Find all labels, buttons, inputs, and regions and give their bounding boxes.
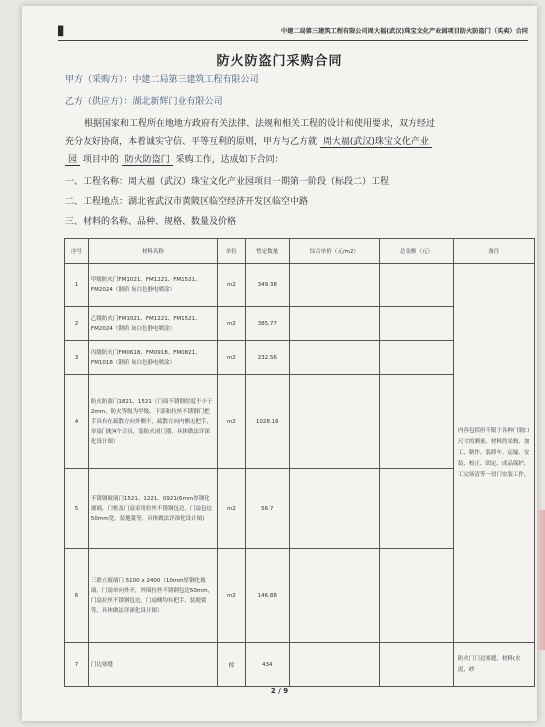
col-header-no: 序号 bbox=[65, 239, 89, 264]
party-b: 乙方（供应方）：湖北新辉门业有限公司 bbox=[65, 97, 223, 107]
seal-edge bbox=[536, 510, 545, 650]
remarks-cell-row7: 防火门门边塞缝，材料(水泥、砂 bbox=[453, 643, 534, 687]
preamble-line-2: 充分友好协商，本着诚实守信、平等互利的原则，甲方与乙方就 周大福(武汉)珠宝文化产业 bbox=[65, 134, 520, 150]
table-row: 3 丙级防火门FM0618、FM0918、FM0821、FM1018（钢质 灰白色静电喷涂） m2 232.56 bbox=[65, 341, 535, 375]
section-materials: 三、材料的名称、品种、规格、数量及价格 bbox=[65, 217, 237, 227]
table-row: 1 甲级防火门FM1021、FM1221、FM1521、FM2024（钢质 灰白色静电喷涂） m2 349.38 内容包括但不限于各种门制口尺寸的测量、材料的采购、加工、制作、装卸车、运输、安装、校正、固定、成品保护，工完场清等一切门安装工作。 bbox=[65, 264, 535, 307]
party-a: 甲方（采购方）：中建二局第三建筑工程有限公司 bbox=[65, 75, 259, 85]
page-number: 2 / 9 bbox=[270, 687, 289, 695]
contract-subject: 防火防盗门 bbox=[122, 155, 173, 166]
col-header-unit-price: 综合单价（元/m2） bbox=[289, 239, 379, 264]
section-project-location: 二、工程地点：湖北省武汉市黄陂区临空经济开发区临空中路 bbox=[65, 197, 309, 207]
table-row: 6 三联立玻璃门 5100 x 2400（10mm厚钢化玻璃，门扇单向外开，外围拉丝不锈钢包边50mm，门扇拉丝不锈钢包边，门扇侧均有把手，装地簧等，具体做法详深化设计图） m2 146.88 bbox=[65, 549, 535, 643]
section-project-name: 一、工程名称：周大福（武汉）珠宝文化产业园项目一期第一阶段（标段二）工程 bbox=[65, 177, 390, 187]
col-header-name: 材料名称 bbox=[88, 239, 217, 264]
document-page bbox=[22, 6, 537, 721]
header-text: 中建二局第三建筑工程有限公司周大福(武汉)珠宝文化产业园项目防火防盗门（买卖）合同 bbox=[281, 28, 528, 35]
page-header bbox=[58, 24, 528, 41]
col-header-qty: 暂定数量 bbox=[245, 239, 289, 264]
table-row: 2 乙级防火门FM1021、FM1221、FM1521、FM2024（钢质 灰白色静电喷涂） m2 385.77 bbox=[65, 307, 535, 341]
col-header-remarks: 备注 bbox=[453, 239, 534, 264]
col-header-total: 总金额（元） bbox=[380, 239, 454, 264]
materials-table bbox=[64, 238, 535, 687]
preamble-line-3: 园 项目中的 防火防盗门 采购工作，达成如下合同： bbox=[65, 152, 520, 168]
document-title: 防火防盗门采购合同 bbox=[216, 54, 343, 69]
table-row: 7 门边塞缝 樘 434 防火门门边塞缝，材料(水泥、砂 bbox=[65, 643, 535, 687]
table-header-row bbox=[65, 239, 535, 264]
project-name: 周大福(武汉)珠宝文化产业 bbox=[320, 137, 432, 148]
remarks-cell: 内容包括但不限于各种门制口尺寸的测量、材料的采购、加工、制作、装卸车、运输、安装、校正、固定、成品保护，工完场清等一切门安装工作。 bbox=[453, 264, 534, 643]
col-header-unit: 单位 bbox=[217, 239, 245, 264]
company-logo-icon: ▊ bbox=[58, 27, 65, 37]
preamble-line-1: 根据国家和工程所在地地方政府有关法律、法规和相关工程的设计和使用要求，双方经过 bbox=[84, 119, 436, 129]
table-row: 5 不锈钢玻璃门1521、1221、0921(6mm厚钢化玻璃，门框及门扇采用拉丝不锈钢包边，门扇包边50mm宽，装地簧等，具体做法详深化设计图) m2 56.7 bbox=[65, 469, 535, 549]
table-row: 4 防火防盗门1821、1521（门面不锈钢厚度不小于2mm，防火等级为甲级，下部和拉丝不锈钢门把手具有在疏散方向外侧不，疏散方向内侧无把手，单扇门配4个合页，装防火闭门器，具体做法详深化设计图） m2 1028.16 bbox=[65, 375, 535, 469]
